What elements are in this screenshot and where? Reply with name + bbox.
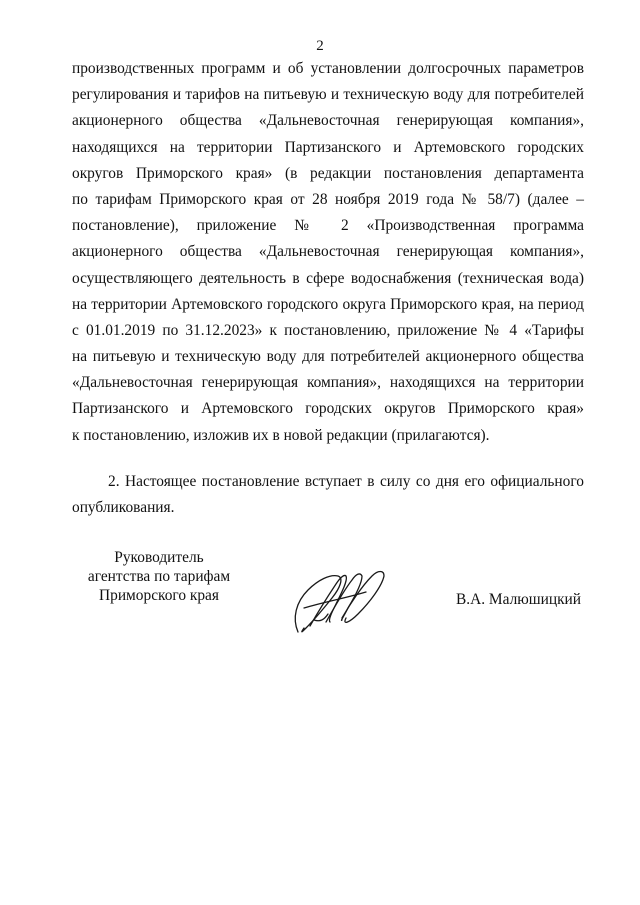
text-line: акционерного общества «Дальневосточная генерирующая компания»,	[72, 112, 584, 130]
signatory-position	[74, 548, 244, 605]
text-line: к постановлению, изложив их в новой редакции (прилагаются).	[72, 426, 490, 444]
signer-name: В.А. Малюшицкий	[456, 591, 582, 608]
position-line: Приморского края	[99, 587, 219, 604]
position-line: агентства по тарифам	[87, 568, 231, 585]
text-line: «Дальневосточная генерирующая компания», находящихся на территории	[72, 374, 584, 392]
paragraph-2	[72, 469, 584, 521]
text-line: находящихся на территории Партизанского и Артемовского городских	[72, 138, 584, 156]
paragraph-1	[72, 56, 584, 449]
text-line: округов Приморского края» (в редакции постановления департамента	[72, 164, 584, 182]
text-line: Партизанского и Артемовского городских округов Приморского края»	[72, 400, 584, 418]
text-line: регулирования и тарифов на питьевую и техническую воду для потребителей	[72, 86, 584, 104]
text-line: по тарифам Приморского края от 28 ноября 2019 года № 58/7) (далее –	[72, 190, 584, 208]
handwritten-signature	[284, 562, 394, 640]
position-line: Руководитель	[114, 549, 204, 566]
text-line: на территории Артемовского городского округа Приморского края, на период	[72, 295, 584, 313]
text-line: производственных программ и об установлении долгосрочных параметров	[72, 60, 584, 77]
text-line: постановление), приложение № 2 «Производственная программа	[72, 217, 584, 235]
page-number: 2	[316, 38, 324, 54]
text-line: опубликования.	[72, 499, 175, 516]
text-line: осуществляющего деятельность в сфере водоснабжения (техническая вода)	[72, 269, 584, 287]
paragraph-gap	[72, 449, 584, 469]
text-line: 2. Настоящее постановление вступает в силу со дня его официального	[108, 472, 584, 490]
text-line: на питьевую и техническую воду для потребителей акционерного общества	[72, 348, 584, 366]
text-line: с 01.01.2019 по 31.12.2023» к постановлению, приложение № 4 «Тарифы	[72, 321, 584, 339]
body-text	[72, 56, 584, 521]
text-line: акционерного общества «Дальневосточная генерирующая компания»,	[72, 243, 584, 261]
